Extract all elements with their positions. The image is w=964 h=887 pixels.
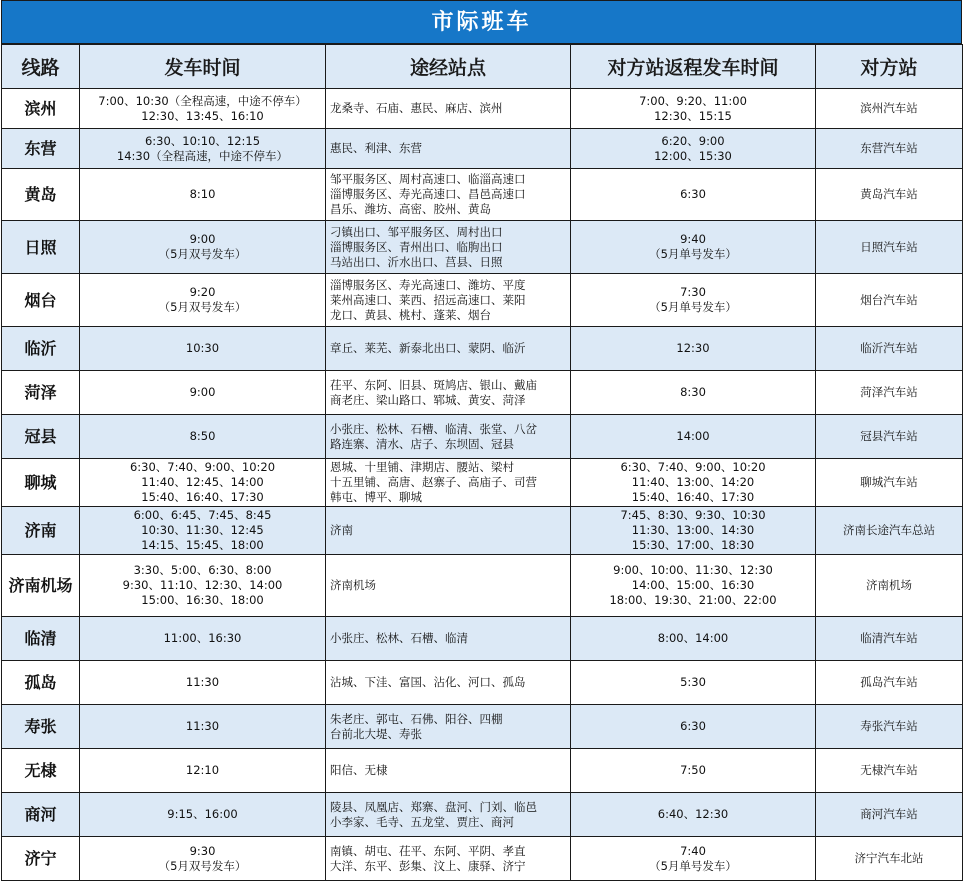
via-cell-line: 莱州高速口、莱西、招远高速口、莱阳 [330,292,526,307]
via-cell [326,274,571,327]
return-cell [571,705,816,749]
departure-cell [80,371,326,415]
destination-cell: 烟台汽车站 [816,274,963,327]
via-cell-line: 沾城、下洼、富国、沾化、河口、孤岛 [330,675,526,689]
route-cell: 聊城 [2,459,80,507]
table-row [2,705,963,749]
via-cell-line: 小张庄、松林、石槽、临清 [330,631,468,645]
return-cell-line: 12:30 [676,341,710,355]
return-cell-line: 14:00、15:00、16:30 [631,578,755,592]
route-cell: 商河 [2,793,80,837]
table-row [2,555,963,617]
return-cell-line: 14:00 [676,429,710,443]
departure-cell [80,617,326,661]
departure-cell-line: 9:30、11:10、12:30、14:00 [122,578,283,592]
return-cell [571,371,816,415]
via-cell [326,837,571,881]
table-row [2,617,963,661]
return-cell-line: 7:00、9:20、11:00 [639,93,747,108]
return-cell [571,555,816,617]
via-cell-line: 韩屯、博平、聊城 [330,490,422,504]
via-cell-line: 龙口、黄县、桃村、蓬莱、烟台 [330,307,491,322]
via-cell-line: 昌乐、潍坊、高密、胶州、黄岛 [330,202,491,216]
via-cell-line: 济南机场 [330,578,376,592]
destination-cell: 聊城汽车站 [816,459,963,507]
departure-cell [80,661,326,705]
departure-cell [80,129,326,169]
return-cell [571,661,816,705]
via-cell-line: 济南 [330,523,353,537]
table-row [2,129,963,169]
return-cell-line: 12:00、15:30 [654,148,732,163]
schedule-body [2,89,963,881]
via-cell [326,89,571,129]
header-destination: 对方站 [816,45,963,89]
route-cell: 冠县 [2,415,80,459]
via-cell-line: 惠民、利津、东营 [330,141,422,155]
return-cell-line: 9:00、10:00、11:30、12:30 [613,563,773,577]
return-cell-line: 6:30、7:40、9:00、10:20 [620,460,766,474]
return-cell [571,793,816,837]
departure-cell [80,793,326,837]
via-cell-line: 台前北大堤、寿张 [330,726,422,741]
departure-cell-line: 8:50 [189,429,216,443]
table-row [2,459,963,507]
return-cell-line: 11:40、13:00、14:20 [631,475,755,489]
header-departure: 发车时间 [80,45,326,89]
return-cell [571,129,816,169]
departure-cell-line: （5月双号发车） [158,300,247,314]
via-cell [326,327,571,371]
departure-cell-line: 11:30 [185,675,220,689]
return-cell-line: 6:40、12:30 [657,807,729,821]
return-cell-line: 5:30 [680,675,706,689]
via-cell-line: 淄博服务区、寿光高速口、昌邑高速口 [330,187,526,201]
route-cell: 济南 [2,507,80,555]
page-title: 市际班车 [1,0,962,44]
destination-cell: 济宁汽车北站 [816,837,963,881]
table-row [2,837,963,881]
return-cell [571,274,816,327]
route-cell: 临清 [2,617,80,661]
route-cell: 日照 [2,221,80,274]
departure-cell [80,837,326,881]
via-cell [326,169,571,221]
route-cell: 东营 [2,129,80,169]
destination-cell: 冠县汽车站 [816,415,963,459]
return-cell-line: 6:20、9:00 [661,133,725,148]
return-cell-line: （5月单号发车） [649,858,737,873]
departure-cell-line: 14:15、15:45、18:00 [141,538,264,552]
destination-cell: 滨州汽车站 [816,89,963,129]
table-row [2,327,963,371]
via-cell-line: 马站出口、沂水出口、莒县、日照 [330,254,503,269]
via-cell-line: 陵县、凤凰店、郑寨、盘河、门刘、临邑 [330,799,537,814]
departure-cell-line: 10:30 [185,341,220,355]
departure-cell-line: 9:00 [189,232,216,246]
route-cell: 孤岛 [2,661,80,705]
destination-cell: 商河汽车站 [816,793,963,837]
destination-cell: 无棣汽车站 [816,749,963,793]
return-cell-line: 7:40 [680,843,706,858]
departure-cell-line: 6:30、7:40、9:00、10:20 [129,460,276,474]
return-cell-line: （5月单号发车） [649,300,737,314]
via-cell-line: 阳信、无棣 [330,763,388,777]
return-cell-line: 7:45、8:30、9:30、10:30 [620,508,766,522]
via-cell [326,749,571,793]
return-cell-line: 6:30 [680,187,706,201]
via-cell-line: 南镇、胡屯、茌平、东阿、平阴、孝直 [330,843,526,858]
via-cell-line: 龙桑寺、石庙、惠民、麻店、滨州 [330,101,503,115]
departure-cell-line: 6:00、6:45、7:45、8:45 [133,508,272,522]
departure-cell-line: 3:30、5:00、6:30、8:00 [133,563,272,577]
table-row [2,274,963,327]
via-cell-line: 十五里铺、高唐、赵寨子、高庙子、司营 [330,475,537,489]
departure-cell-line: 6:30、10:10、12:15 [144,133,261,148]
via-cell-line: 朱老庄、郭屯、石佛、阳谷、四棚 [330,711,503,726]
destination-cell: 黄岛汽车站 [816,169,963,221]
via-cell [326,129,571,169]
timetable [1,0,962,881]
route-cell: 烟台 [2,274,80,327]
table-row [2,507,963,555]
via-cell [326,555,571,617]
return-cell-line: 12:30、15:15 [654,108,732,123]
via-cell [326,459,571,507]
departure-cell [80,415,326,459]
departure-cell-line: 10:30、11:30、12:45 [141,523,264,537]
via-cell-line: 淄博服务区、寿光高速口、潍坊、平度 [330,277,526,292]
destination-cell: 临沂汽车站 [816,327,963,371]
return-cell [571,617,816,661]
via-cell-line: 茌平、东阿、旧县、斑鸠店、银山、戴庙 [330,377,537,392]
departure-cell-line: 7:00、10:30（全程高速，中途不停车） [98,93,307,108]
destination-cell: 孤岛汽车站 [816,661,963,705]
via-cell-line: 邹平服务区、周村高速口、临淄高速口 [330,172,526,186]
return-cell-line: 15:30、17:00、18:30 [631,538,755,552]
table-row [2,661,963,705]
route-cell: 滨州 [2,89,80,129]
departure-cell-line: 15:40、16:40、17:30 [141,490,264,504]
departure-cell-line: 11:00、16:30 [163,631,242,645]
via-cell-line: 大洋、东平、彭集、汶上、康驿、济宁 [330,858,526,873]
via-cell [326,617,571,661]
return-cell [571,415,816,459]
return-cell-line: 7:30 [680,285,706,299]
return-cell-line: 6:30 [680,719,706,733]
departure-cell-line: 8:10 [189,187,216,201]
table-row [2,371,963,415]
destination-cell: 东营汽车站 [816,129,963,169]
via-cell-line: 章丘、莱芜、新泰北出口、蒙阴、临沂 [330,341,526,355]
return-cell [571,507,816,555]
via-cell-line: 淄博服务区、青州出口、临朐出口 [330,239,503,254]
route-cell: 菏泽 [2,371,80,415]
route-cell: 济南机场 [2,555,80,617]
destination-cell: 济南长途汽车总站 [816,507,963,555]
via-cell-line: 小张庄、松林、石槽、临清、张堂、八岔 [330,421,537,436]
table-row [2,415,963,459]
departure-cell-line: 9:15、16:00 [167,807,238,821]
table-row [2,169,963,221]
schedule-table [1,44,963,881]
via-cell [326,221,571,274]
departure-cell-line: 9:30 [189,843,216,858]
via-cell-line: 商老庄、梁山路口、郓城、黄安、菏泽 [330,392,526,407]
via-cell-line: 刁镇出口、邹平服务区、周村出口 [330,224,503,239]
table-row [2,89,963,129]
table-row [2,793,963,837]
departure-cell [80,89,326,129]
return-cell [571,221,816,274]
return-cell [571,327,816,371]
return-cell-line: 8:00、14:00 [657,631,729,645]
via-cell [326,371,571,415]
return-cell-line: 8:30 [680,385,706,399]
return-cell [571,837,816,881]
route-cell: 无棣 [2,749,80,793]
departure-cell [80,705,326,749]
return-cell-line: 15:40、16:40、17:30 [631,490,755,504]
departure-cell-line: 9:00 [189,385,216,399]
departure-cell-line: （5月双号发车） [158,247,247,261]
departure-cell [80,507,326,555]
table-row [2,749,963,793]
route-cell: 黄岛 [2,169,80,221]
departure-cell-line: （5月双号发车） [158,858,247,873]
departure-cell-line: 12:10 [185,763,220,777]
destination-cell: 济南机场 [816,555,963,617]
via-cell [326,507,571,555]
route-cell: 济宁 [2,837,80,881]
via-cell [326,705,571,749]
departure-cell-line: 12:30、13:45、16:10 [141,108,264,123]
departure-cell-line: 9:20 [189,285,216,299]
destination-cell: 临清汽车站 [816,617,963,661]
departure-cell [80,327,326,371]
via-cell [326,661,571,705]
header-route: 线路 [2,45,80,89]
return-cell [571,749,816,793]
departure-cell-line: 11:40、12:45、14:00 [141,475,264,489]
via-cell [326,793,571,837]
return-cell-line: 11:30、13:00、14:30 [631,523,755,537]
destination-cell: 寿张汽车站 [816,705,963,749]
via-cell [326,415,571,459]
departure-cell [80,459,326,507]
return-cell [571,169,816,221]
return-cell [571,89,816,129]
return-cell [571,459,816,507]
destination-cell: 日照汽车站 [816,221,963,274]
return-cell-line: （5月单号发车） [649,247,737,261]
departure-cell [80,274,326,327]
departure-cell [80,169,326,221]
via-cell-line: 小李家、毛寺、五龙堂、贾庄、商河 [330,814,514,829]
return-cell-line: 18:00、19:30、21:00、22:00 [609,593,777,607]
destination-cell: 菏泽汽车站 [816,371,963,415]
departure-cell [80,749,326,793]
return-cell-line: 7:50 [680,763,706,777]
departure-cell-line: 14:30（全程高速，中途不停车） [116,148,289,163]
via-cell-line: 恩城、十里铺、津期店、腰站、梁村 [330,460,514,474]
route-cell: 临沂 [2,327,80,371]
route-cell: 寿张 [2,705,80,749]
departure-cell [80,555,326,617]
return-cell-line: 9:40 [680,232,706,246]
departure-cell-line: 11:30 [185,719,220,733]
departure-cell [80,221,326,274]
header-row [2,45,963,89]
departure-cell-line: 15:00、16:30、18:00 [141,593,264,607]
via-cell-line: 路连寨、清水、店子、东坝固、冠县 [330,436,514,451]
header-return: 对方站返程发车时间 [571,45,816,89]
header-via: 途经站点 [326,45,571,89]
table-row [2,221,963,274]
